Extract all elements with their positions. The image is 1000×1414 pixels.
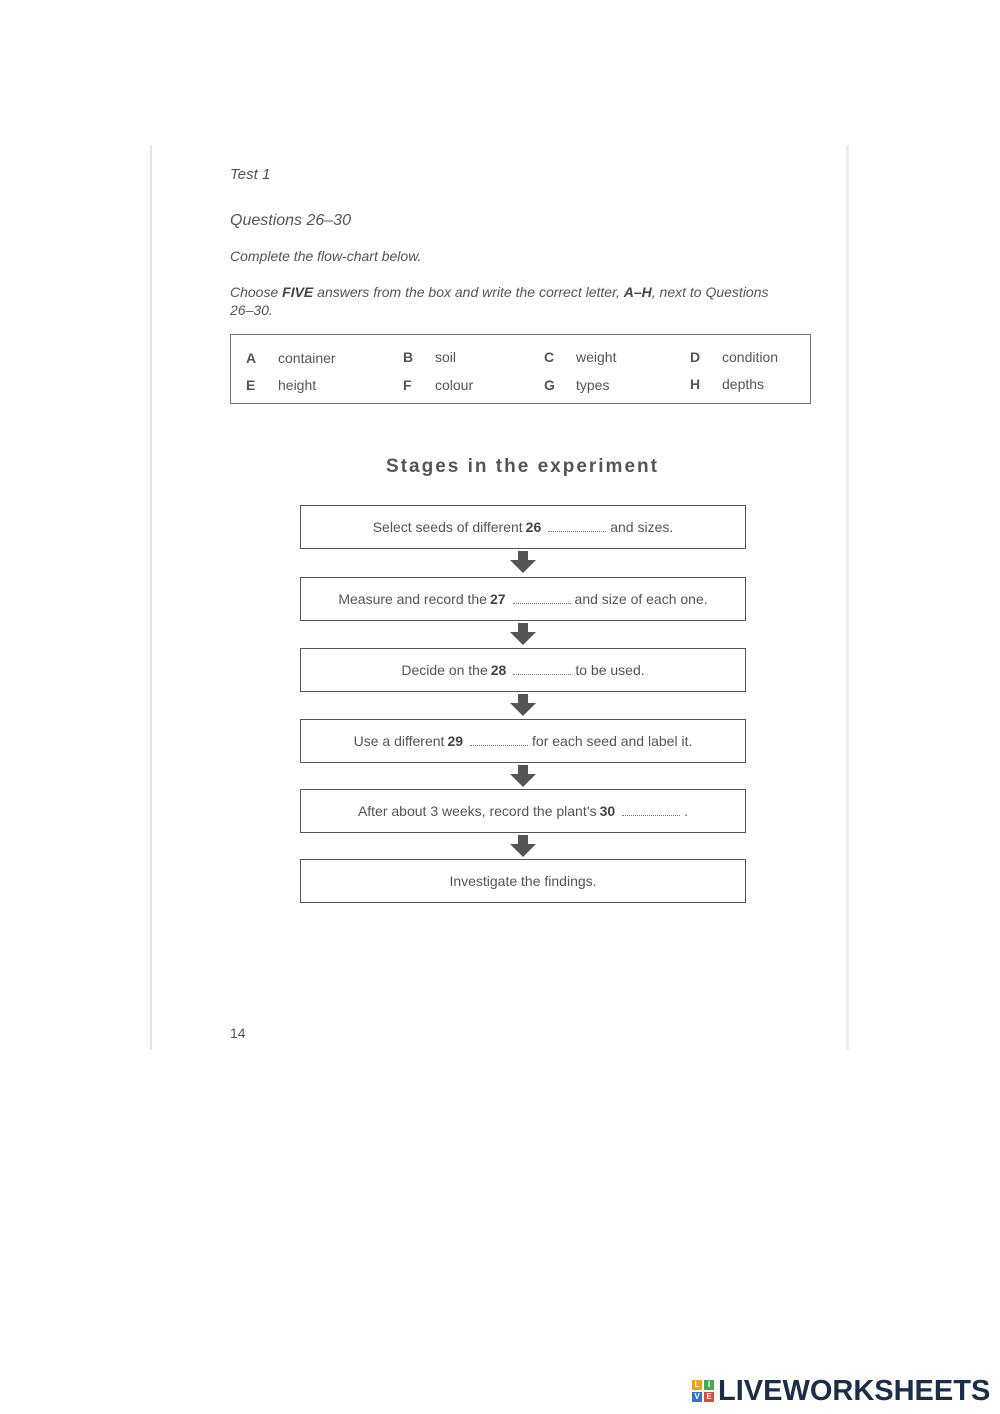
page-number: 14 (230, 1025, 246, 1041)
stage-29: Use a different 29 for each seed and label it. (300, 719, 746, 763)
scan-edge-left (150, 145, 152, 1050)
stage-28: Decide on the 28 to be used. (300, 648, 746, 692)
liveworksheets-logo (692, 1375, 990, 1407)
logo-text: LIVEWORKSHEETS (718, 1374, 991, 1407)
test-label: Test 1 (230, 166, 271, 183)
stage-26: Select seeds of different 26 and sizes. (300, 505, 746, 549)
arrow-down-icon (509, 765, 537, 787)
instruction-complete: Complete the flow-chart below. (230, 248, 422, 264)
stage-27: Measure and record the 27 and size of each one. (300, 577, 746, 621)
arrow-down-icon (509, 694, 537, 716)
instruction-choose: Choose FIVE answers from the box and write the correct letter, A–H, next to Questions 26–30. (230, 284, 769, 318)
stage-investigate: Investigate the findings. (300, 859, 746, 903)
arrow-down-icon (509, 623, 537, 645)
answer-blank-28[interactable] (513, 665, 571, 675)
answer-blank-29[interactable] (470, 736, 528, 746)
answer-blank-26[interactable] (548, 522, 606, 532)
arrow-down-icon (509, 835, 537, 857)
answer-blank-27[interactable] (513, 594, 571, 604)
arrow-down-icon (509, 551, 537, 573)
answer-blank-30[interactable] (622, 806, 680, 816)
logo-icon: L I V E (692, 1380, 714, 1402)
options-box: A container B soil C weight D condition E height F colour G types H depths (230, 334, 811, 404)
flowchart-title: Stages in the experiment (386, 456, 659, 477)
questions-title: Questions 26–30 (230, 212, 351, 229)
stage-30: After about 3 weeks, record the plant’s 30 . (300, 789, 746, 833)
scan-edge-right (846, 145, 849, 1050)
